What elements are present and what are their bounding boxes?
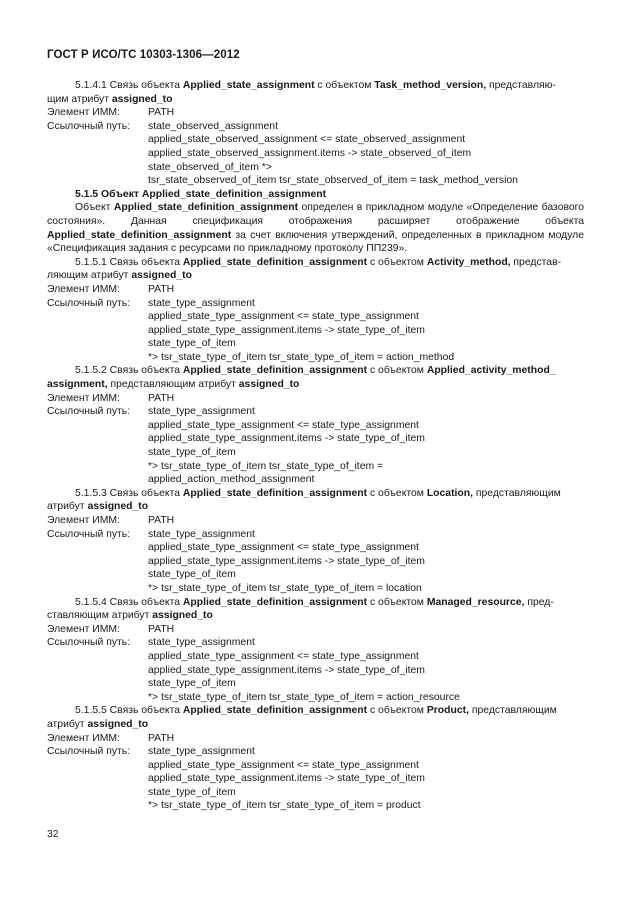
path-line: applied_state_type_assignment <= state_type_assignment [148, 542, 419, 554]
path-line: state_type_of_item [148, 447, 236, 459]
path-line: tsr_state_observed_of_item tsr_state_observed_of_item = task_method_version [148, 175, 518, 187]
entity-name: Applied_state_assignment [182, 80, 315, 91]
target-entity: Managed_resource, [426, 596, 525, 608]
path-line: applied_state_type_assignment <= state_type_assignment [148, 650, 419, 662]
path-line: *> tsr_state_type_of_item tsr_state_type_of_item = action_resource [148, 691, 460, 703]
clause-5-1-5-2: 5.1.5.2 Связь объекта Applied_state_definition_assignment с объектом Applied_activity_method_ [75, 365, 556, 377]
path-line: state_observed_of_item *> [148, 161, 272, 173]
path-line: state_type_of_item [148, 786, 236, 798]
imm-element-row: Элемент ИММ: PATH [47, 623, 175, 635]
section-paragraph: Объект Applied_state_definition_assignment определен в прикладном модуле «Определение базового состояния». Данная спецификация отображения расширяет отображение объекта Applied_state_definition_assignment за счет включения утверждений, определенных в прикладном модуле «Спецификация задания с ресурсами по прикладному протоколу ПП239». [47, 202, 584, 255]
path-line: *> tsr_state_type_of_item tsr_state_type_of_item = product [148, 800, 421, 812]
reference-path-row: Ссылочный путь: state_type_assignment [47, 637, 255, 649]
target-entity: Product, [426, 705, 469, 717]
clause-5-1-5-3: 5.1.5.3 Связь объекта Applied_state_definition_assignment с объектом Location, представляющим [75, 487, 561, 499]
attribute-name: assigned_to [111, 93, 173, 105]
target-entity: Task_method_version, [374, 80, 487, 91]
entity-name: Applied_state_definition_assignment [141, 188, 327, 200]
page-body: 5.1.4.1 Связь объекта Applied_state_assignment с объектом Task_method_version, представляю- щим атрибут assigned_to Элемент ИММ: PATH Ссылочный путь: state_observed_assignment applied_state_observed_assignment <= state_observed_assignment applied_state_observed_assignment.items -> state_observed_of_item state_observed_of_item *> tsr_state_observed_of_item tsr_state_observed_of_item = task_method_version 5.1.5 Объект Applied_state_definition_assignment Объект Applied_state_definition_assignment определен в прикладном модуле «Определение базового состояния». Данная спецификация отображения расширяет отображение объекта Applied_state_definition_assignment за счет включения утверждений, определенных в прикладном модуле «Спецификация задания с ресурсами по прикладному протоколу ПП239». 5.1.5.1 Связь объекта Applied_state_definition_assignment с объектом Activity_method, представ- ляющим атрибут assigned_to Элемент ИММ: PATH Ссылочный путь: state_type_assignment applied_state_type_assignment <= state_type_assignment applied_state_type_assignment.items -> state_type_of_item state_type_of_item *> tsr_state_type_of_item tsr_state_type_of_item = action_method 5.1.5.2 Связь объекта Applied_state_definition_assignment с объектом Applied_activity_method_ assignment, представляющим атрибут assigned_to Элемент ИММ: PATH Ссылочный путь: state_type_assignment applied_state_type_assignment <= state_type_assignment applied_state_type_assignment.items -> state_type_of_item state_type_of_item *> tsr_state_type_of_item tsr_state_type_of_item = applied_action_method_assignment 5.1.5.3 Связь объекта Applied_state_definition_assignment с объектом Location, представляющим атрибут assigned_to Элемент ИММ: PATH Ссылочный путь: state_type_assignment applied_state_type_assignment <= state_type_assignment applied_state_type_assignment.items -> state_type_of_item state_type_of_item *> tsr_state_type_of_item tsr_state_type_of_item = location 5.1.5.4 Связь объекта Applied_state_definition_assignment с объектом Managed_resource, пред- ставляющим атрибут assigned_to Элемент ИММ: PATH Ссылочный путь: state_type_assignment applied_state_type_assignment <= state_type_assignment applied_state_type_assignment.items -> state_type_of_item state_type_of_item *> tsr_state_type_of_item tsr_state_type_of_item = action_resource 5.1.5.5 Связь объекта Applied_state_definition_assignment с объектом Product, представляющим атрибут assigned_to Элемент ИММ: PATH Ссылочный путь: state_type_assignment applied_state_type_assignment <= state_type_assignment applied_state_type_assignment.items -> state_type_of_item state_type_of_item *> tsr_state_type_of_item tsr_state_type_of_item = product [47, 80, 584, 812]
clause-5-1-5-1: 5.1.5.1 Связь объекта Applied_state_definition_assignment с объектом Activity_method, представ- [75, 256, 562, 268]
path-line: applied_action_method_assignment [148, 474, 315, 486]
path-line: applied_state_type_assignment.items -> state_type_of_item [148, 433, 425, 445]
reference-path-row: Ссылочный путь: state_type_assignment [47, 406, 255, 418]
path-line: applied_state_type_assignment <= state_type_assignment [148, 419, 419, 431]
path-line: applied_state_type_assignment.items -> state_type_of_item [148, 773, 425, 785]
path-line: *> tsr_state_type_of_item tsr_state_type_of_item = action_method [148, 351, 455, 363]
imm-element-row: Элемент ИММ: PATH [47, 732, 175, 744]
imm-element-row: Элемент ИММ: PATH [47, 107, 175, 119]
target-entity: Applied_activity_method_ [426, 365, 556, 377]
clause-5-1-5-5: 5.1.5.5 Связь объекта Applied_state_definition_assignment с объектом Product, представляющим [75, 705, 557, 717]
path-line: state_type_of_item [148, 678, 236, 690]
path-line: applied_state_type_assignment.items -> state_type_of_item [148, 664, 425, 676]
path-line: *> tsr_state_type_of_item tsr_state_type_of_item = location [148, 582, 422, 594]
path-line: applied_state_observed_assignment <= state_observed_assignment [148, 134, 466, 146]
section-title-5-1-5: 5.1.5 Объект Applied_state_definition_assignment [75, 188, 327, 200]
imm-element-row: Элемент ИММ: PATH [47, 515, 175, 526]
path-line: applied_state_type_assignment.items -> state_type_of_item [148, 324, 425, 336]
page-number: 32 [47, 829, 59, 840]
clause-5-1-5-4: 5.1.5.4 Связь объекта Applied_state_definition_assignment с объектом Managed_resource, пред- [75, 596, 554, 608]
path-line: applied_state_type_assignment.items -> state_type_of_item [148, 555, 425, 567]
imm-element-row: Элемент ИММ: PATH [47, 392, 175, 404]
path-line: applied_state_type_assignment <= state_type_assignment [148, 311, 419, 323]
imm-element-row: Элемент ИММ: PATH [47, 283, 175, 295]
target-entity: Activity_method, [426, 256, 511, 268]
document-header: ГОСТ Р ИСО/ТС 10303-1306—2012 [47, 49, 240, 61]
reference-path-row: Ссылочный путь: state_type_assignment [47, 746, 255, 758]
path-line: *> tsr_state_type_of_item tsr_state_type_of_item = [148, 460, 384, 472]
path-line: applied_state_type_assignment <= state_type_assignment [148, 759, 419, 771]
target-entity: Location, [426, 487, 474, 499]
reference-path-row: Ссылочный путь: state_type_assignment [47, 528, 255, 540]
clause-5-1-4-1: 5.1.4.1 Связь объекта Applied_state_assignment с объектом Task_method_version, представляю- [75, 80, 556, 91]
path-line: state_type_of_item [148, 569, 236, 581]
path-line: applied_state_observed_assignment.items -> state_observed_of_item [148, 147, 472, 159]
path-line: state_type_of_item [148, 338, 236, 350]
reference-path-row: Ссылочный путь: state_observed_assignment [47, 120, 278, 132]
reference-path-row: Ссылочный путь: state_type_assignment [47, 297, 255, 309]
